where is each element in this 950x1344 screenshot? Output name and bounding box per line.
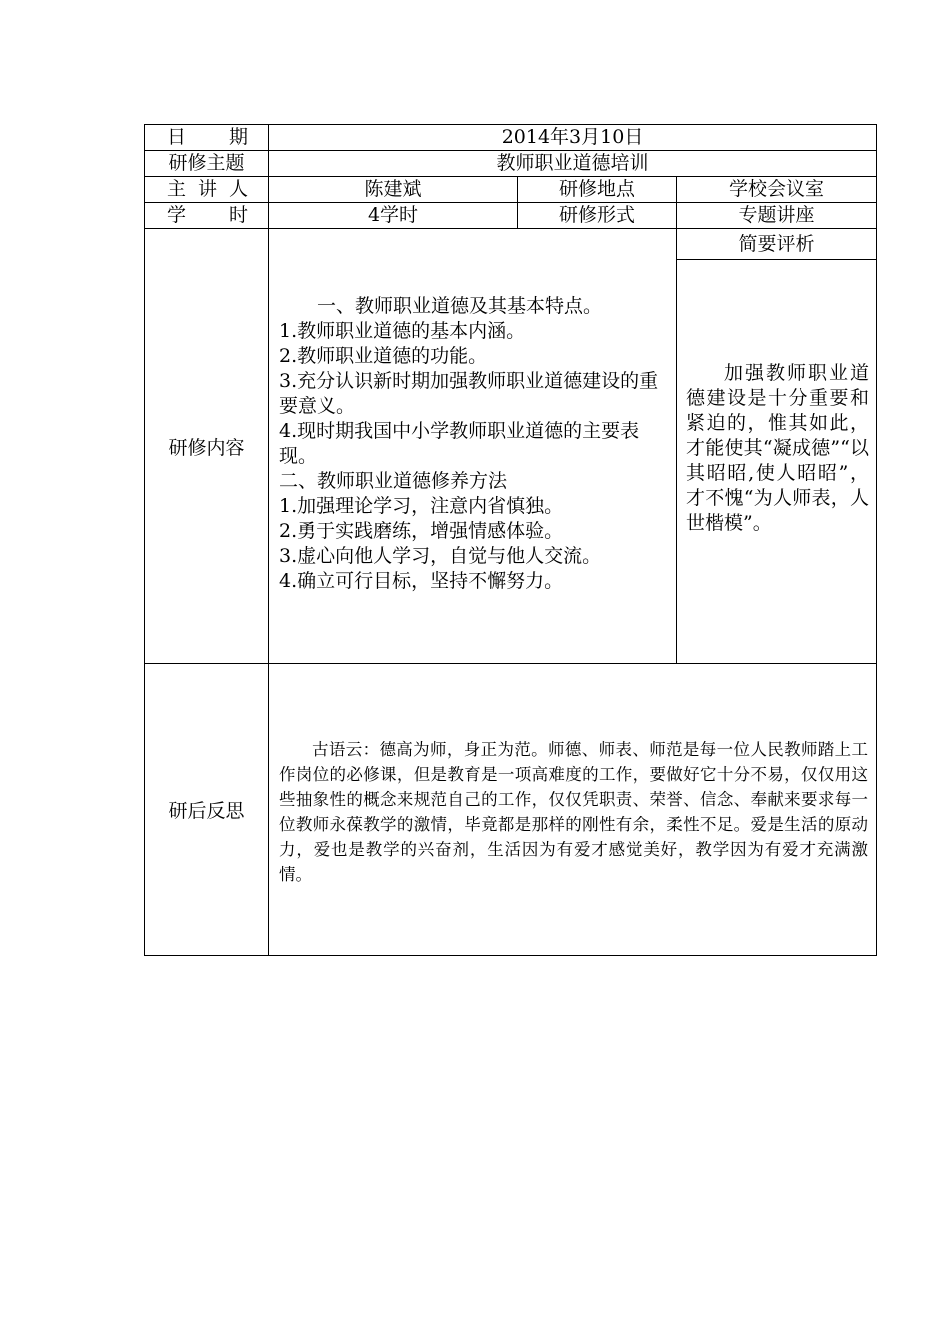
format-label: 研修形式: [518, 203, 677, 229]
topic-row: [145, 151, 877, 177]
content-line: 2.教师职业道德的功能。: [279, 345, 488, 367]
content-list: [279, 294, 666, 594]
location-value: 学校会议室: [677, 177, 877, 203]
content-line: 1.教师职业道德的基本内涵。: [279, 320, 526, 342]
review-cell: [677, 229, 877, 664]
reflection-text: 古语云：德高为师，身正为范。师德、师表、师范是每一位人民教师踏上工作岗位的必修课，但是教育是一项高难度的工作，要做好它十分不易，仅仅用这些抽象性的概念来规范自己的工作，仅仅凭职责、荣誉、信念、奉献来要求每一位教师永葆教学的激情，毕竟都是那样的刚性有余，柔性不足。爱是生活的原动力，爱也是教学的兴奋剂，生活因为有爱才感觉美好，教学因为有爱才充满激情。: [279, 740, 869, 884]
content-cell: [269, 229, 677, 664]
content-row: [145, 229, 877, 664]
topic-value: 教师职业道德培训: [269, 151, 877, 177]
format-value: 专题讲座: [677, 203, 877, 229]
content-line: 2.勇于实践磨练，增强情感体验。: [279, 520, 564, 542]
review-text: 加强教师职业道德建设是十分重要和紧迫的，惟其如此，才能使其“凝成德”“以其昭昭,使人昭昭”，才不愧“为人师表，人世楷模”。: [686, 362, 870, 534]
training-record-table: [144, 124, 877, 956]
content-line: 二、教师职业道德修养方法: [279, 470, 508, 492]
date-label: 日 期: [145, 125, 269, 151]
reflection-row: [145, 664, 877, 956]
content-line: 4.确立可行目标，坚持不懈努力。: [279, 570, 564, 592]
location-label: 研修地点: [518, 177, 677, 203]
reflection-cell: [269, 664, 877, 956]
date-value: 2014年3月10日: [269, 125, 877, 151]
content-line: 一、教师职业道德及其基本特点。: [317, 295, 603, 317]
topic-label: 研修主题: [145, 151, 269, 177]
speaker-row: [145, 177, 877, 203]
content-line: 3.虚心向他人学习，自觉与他人交流。: [279, 545, 602, 567]
reflection-label: 研后反思: [145, 664, 269, 956]
review-heading: 简要评析: [677, 229, 876, 260]
content-label: 研修内容: [145, 229, 269, 664]
speaker-value: 陈建斌: [269, 177, 518, 203]
hours-value: 4学时: [269, 203, 518, 229]
review-body: [677, 260, 876, 663]
hours-row: [145, 203, 877, 229]
speaker-label: 主 讲 人: [145, 177, 269, 203]
content-line: 4.现时期我国中小学教师职业道德的主要表现。: [279, 420, 640, 467]
hours-label: 学 时: [145, 203, 269, 229]
date-row: [145, 125, 877, 151]
content-line: 3.充分认识新时期加强教师职业道德建设的重要意义。: [279, 370, 659, 417]
content-line: 1.加强理论学习，注意内省慎独。: [279, 495, 564, 517]
